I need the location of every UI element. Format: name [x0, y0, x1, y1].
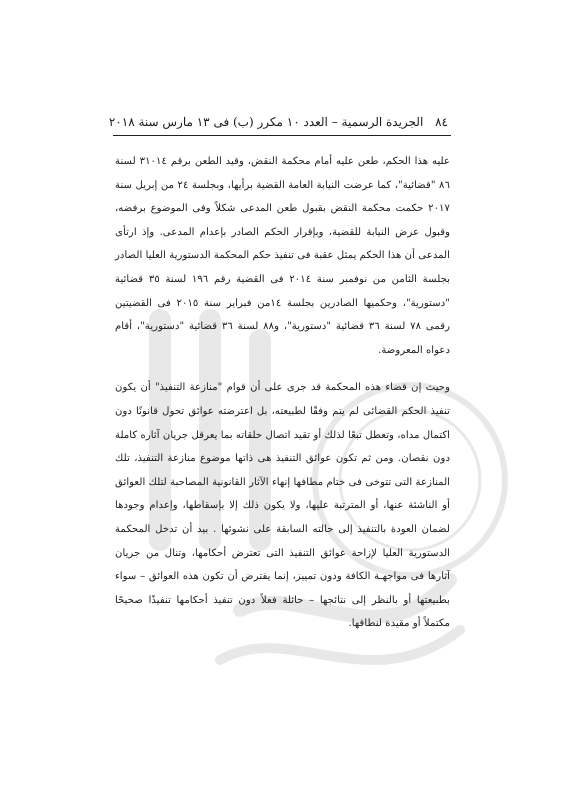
header-rule: [113, 135, 451, 136]
page-number: ٨٤: [435, 115, 448, 129]
paragraph-1: عليه هذا الحكم، طعن عليه أمام محكمة النقض، وقيد الطعن برقم ٣١٠١٤ لسنة ٨٦ "قضائية"، كما عرضت النيابة العامة القضية برأيها، وبجلسة ٢٤ من إبريل سنة ٢٠١٧ حكمت محكمة النقض بقبول طعن المدعى شكلاً وفى الموضوع برفضه، وقبول عرض النيابة للقضية، وبإقرار الحكم الصادر بإعدام المدعى. وإذ ارتأى المدعى أن هذا الحكم يمثل عقبة فى تنفيذ حكم المحكمة الدستورية العليا الصادر بجلسة الثامن من نوفمبر سنة ٢٠١٤ فى القضية رقم ١٩٦ لسنة ٣٥ قضائية "دستورية"، وحكميها الصادرين بجلسة ١٤من فبراير سنة ٢٠١٥ فى القضيتين رقمى ٧٨ لسنة ٣٦ قضائية "دستورية"، و٨٨ لسنة ٣٦ قضائية "دستورية"، أقام دعواه المعروضة.: [115, 156, 450, 356]
gazette-title: الجريدة الرسمية – العدد ١٠ مكرر (ب) فى ١٣ مارس سنة ٢٠١٨: [108, 115, 424, 129]
page-header: [108, 113, 448, 131]
paragraph-2: وحيث إن قضاء هذه المحكمة قد جرى على أن قوام "منازعة التنفيذ" أن يكون تنفيذ الحكم القضائى لم يتم وفقًا لطبيعته، بل اعترضته عوائق تحول قانونًا دون اكتمال مداه، وتعطل تبعًا لذلك أو تقيد اتصال حلقاته بما يعرقل جريان آثاره كاملة دون نقصان. ومن ثم تكون عوائق التنفيذ هى ذاتها موضوع منازعة التنفيذ، تلك المنازعة التى تتوخى فى ختام مطافها إنهاء الآثار القانونية المصاحبة لتلك العوائق أو الناشئة عنها، أو المترتبة عليها، ولا يكون ذلك إلا بإسقاطها، وإعدام وجودها لضمان العودة بالتنفيذ إلى حالته السابقة على نشوئها . بيد أن تدخل المحكمة الدستورية العليا لإزاحة عوائق التنفيذ التى تعترض أحكامها، وتنال من جريان آثارها فى مواجهـة الكافة ودون تمييز، إنما يفترض أن تكون هذه العوائق – سواء بطبيعتها أو بالنظر إلى نتائجها – حائلة فعلاً دون تنفيذ أحكامها تنفيذًا صحيحًا مكتملاً أو مقيدة لنطاقها.: [115, 382, 450, 630]
document-body: [115, 150, 450, 636]
